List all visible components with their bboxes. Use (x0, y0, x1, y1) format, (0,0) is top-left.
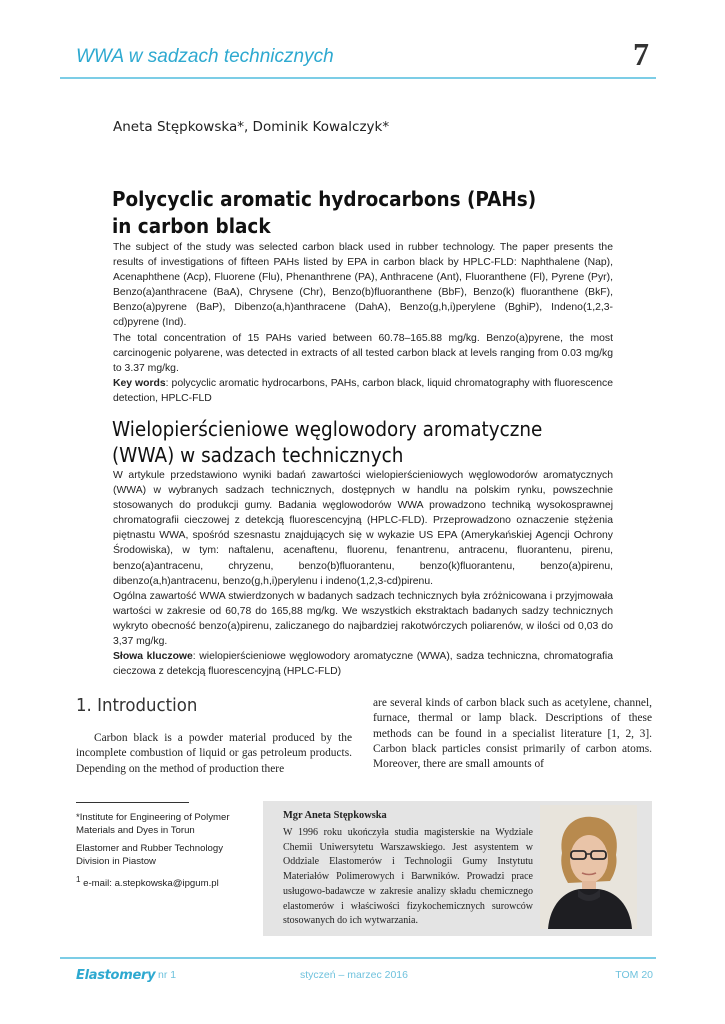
footnote-email (76, 873, 256, 890)
english-title (112, 186, 590, 240)
polish-keywords (113, 649, 613, 679)
polish-title-line-2: (WWA) w sadzach technicznych (112, 442, 404, 467)
journal-logo: Elastomery (76, 968, 156, 983)
author-photo (540, 805, 637, 929)
footnote-division: Elastomer and Rubber Technology Division in Piastow (76, 843, 224, 867)
english-abstract-paragraph-2: The total concentration of 15 PAHs varied between 60.78–165.88 mg/kg. Benzo(a)pyrene, the most carcinogenic polyarene, was detected in extracts of all tested carbon black at levels ranging from 0.03 mg/kg to 3.37 mg/kg. (113, 332, 613, 374)
introduction-heading: 1. Introduction (76, 695, 198, 716)
english-abstract (113, 240, 613, 406)
running-title: WWA w sadzach technicznych (76, 46, 334, 67)
polish-abstract (113, 468, 613, 679)
polish-title (112, 417, 609, 468)
footnote-email-text: e-mail: a.stepkowska@ipgum.pl (80, 878, 219, 890)
polish-keywords-text: : wielopierścieniowe węglowodory aromatyczne (WWA), sadza techniczna, chromatografia cieczowa z detekcją fluorescencyjną (HPLC-FLD) (113, 651, 613, 678)
volume-number: TOM 20 (615, 969, 653, 981)
footnote-affiliation: *Institute for Engineering of Polymer Materials and Dyes in Torun (76, 812, 230, 836)
polish-abstract-paragraph-1: W artykule przedstawiono wyniki badań zawartości wielopierścieniowych węglowodorów aromatycznych (WWA) w wybranych sadzach technicznych, dostępnych w handlu na polskim rynku, powszechnie stosowanych do produkcji gumy. Badania węglowodorów WWA prowadzono techniką wysokosprawnej chromatografii cieczowej z detekcją fluorescencyjną (HPLC-FLD). Przeprowadzono oznaczenie stężenia piętnastu WWA, spośród szesnastu znajdujących się w wykazie US EPA (Amerykańskiej Agencji Ochrony Środowiska), w tym: naftalenu, acenaftenu, fluorenu, fenantrenu, antracenu, fluorantenu, pirenu, benzo(a)antracenu, chryzenu, benzo(b)fluorantenu, benzo(k)fluorantenu, benzo(a)pirenu, dibenzo(a,h)antracenu, benzo(g,h,i)perylenu i indeno(1,2,3-cd)pirenu. (113, 470, 613, 587)
issue-date: styczeń – marzec 2016 (300, 969, 408, 981)
footer-rule (60, 957, 656, 959)
author-bio-text: W 1996 roku ukończyła studia magisterskie na Wydziale Chemii Uniwersytetu Warszawskiego. Jest asystentem w Oddziale Elastomerów i Technologii Gumy Instytutu Materiałów Polimerowych i Barwników. Prowadzi prace usługowo-badawcze w zakresie analizy składu chemicznego elastomerów i właściwości fizykochemicznych surowców stosowanych do ich wytwarzania. (283, 827, 533, 927)
english-keywords (113, 376, 613, 406)
english-keywords-label: Key words (113, 377, 166, 389)
polish-title-line-1: Wielopierścieniowe węglowodory aromatyczne (112, 417, 543, 441)
english-title-line-2: in carbon black (112, 214, 271, 238)
page-number: 7 (633, 36, 649, 72)
polish-abstract-paragraph-2: Ogólna zawartość WWA stwierdzonych w badanych sadzach technicznych była zróżnicowana i przyjmowała wartości w zakresie od 60,78 do 165,88 mg/kg. We wszystkich ekstraktach badanych sadzy technicznych wykryto obecność benzo(a)pirenu, zaliczanego do najbardziej rakotwórczych poliarenów, w ilości od 0,03 do 3,37 mg/kg. (113, 590, 613, 648)
author-bio-name: Mgr Aneta Stępkowska (283, 810, 387, 821)
author-portrait-image (540, 805, 637, 929)
footnote-rule (76, 802, 189, 803)
footnotes (76, 811, 256, 895)
issue-number: nr 1 (158, 969, 177, 981)
authors: Aneta Stępkowska*, Dominik Kowalczyk* (113, 119, 390, 135)
english-abstract-paragraph-1: The subject of the study was selected carbon black used in rubber technology. The paper presents the results of investigations of fifteen PAHs listed by EPA in carbon black by HPLC-FLD: Naphthalene (Nap), Acenaphthene (Acp), Fluorene (Flu), Phenanthrene (PA), Anthracene (Ant), Fluoranthene (Fl), Pyrene (Pyr), Benzo(a)anthracene (BaA), Chrysene (Chr), Benzo(b)fluoranthene (BbF), Benzo(k) fluoranthene (BkF), Benzo(a)pyrene (BaP), Dibenzo(a,h)anthracene (DahA), Benzo(g,h,i)perylene (BghiP), Indeno(1,2,3-cd)pyrene (Ind). (113, 242, 613, 329)
introduction-right-column: are several kinds of carbon black such as acetylene, channel, furnace, thermal or lamp black. Descriptions of these methods can be found in a specialist literature [1, 2, 3]. Carbon black particles consist primarily of carbon atoms. Moreover, there are small amounts of (373, 697, 652, 771)
header-rule (60, 77, 656, 79)
english-keywords-text: : polycyclic aromatic hydrocarbons, PAHs, carbon black, liquid chromatography with fluorescence detection, HPLC-FLD (113, 377, 614, 404)
polish-keywords-label: Słowa kluczowe (113, 651, 193, 663)
english-title-line-1: Polycyclic aromatic hydrocarbons (PAHs) (112, 187, 537, 211)
introduction-left-column: Carbon black is a powder material produced by the incomplete combustion of liquid or gas petroleum products. Depending on the method of production there (76, 732, 352, 775)
footnote-email-marker: 1 (76, 875, 81, 884)
